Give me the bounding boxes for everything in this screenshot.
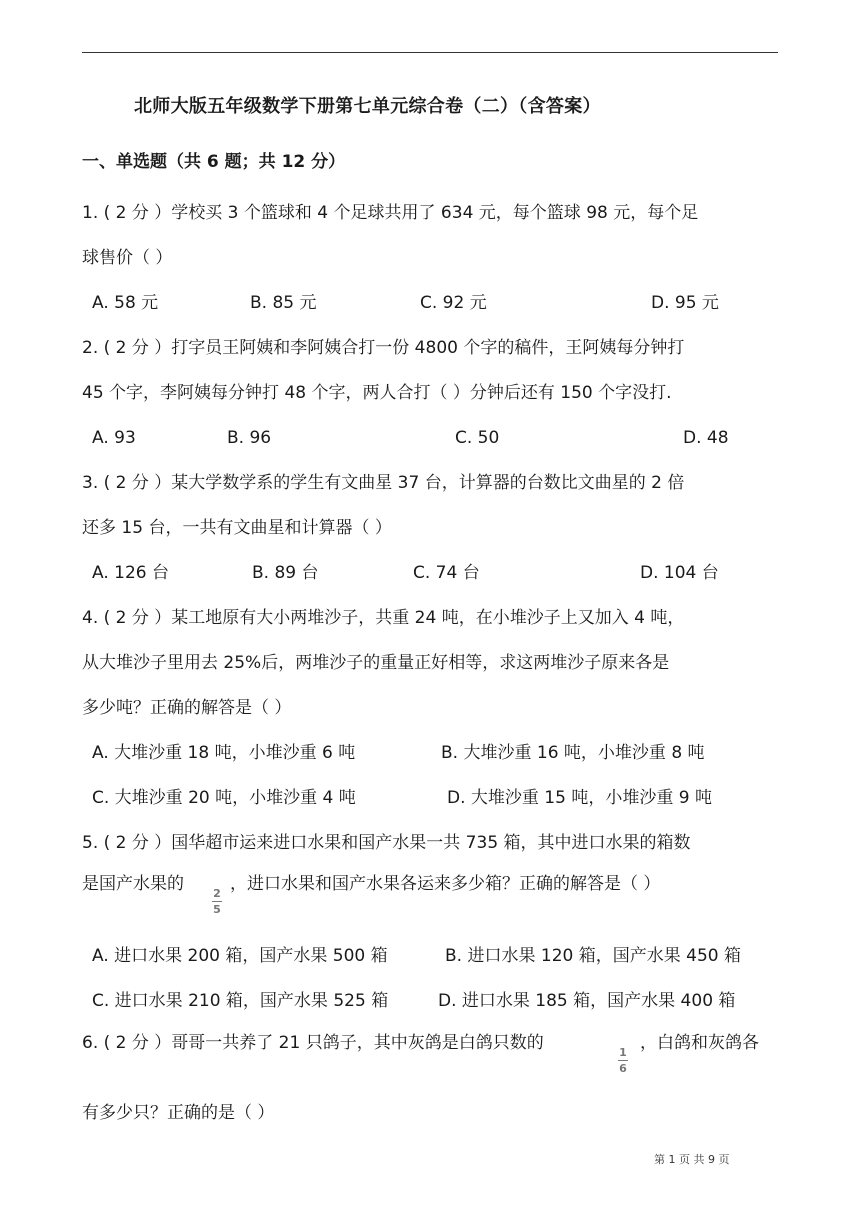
fraction-bar [618, 1060, 628, 1061]
document-title: 北师大版五年级数学下册第七单元综合卷（二）（含答案） [134, 96, 601, 117]
question-2-line-1: 2. ( 2 分 ）打字员王阿姨和李阿姨合打一份 4800 个字的稿件，王阿姨每分钟打 [82, 338, 685, 358]
question-4-line-1: 4. ( 2 分 ）某工地原有大小两堆沙子，共重 24 吨，在小堆沙子上又加入 4 吨， [82, 608, 685, 628]
question-6-fraction [617, 1046, 629, 1075]
question-6-fraction-numerator: 1 [619, 1046, 627, 1059]
question-3-option-a: A. 126 台 [92, 563, 169, 583]
question-2-option-b: B. 96 [227, 428, 272, 448]
question-2-option-a: A. 93 [92, 428, 136, 448]
question-6-line-1b: ，白鸽和灰鸽各 [640, 1033, 759, 1053]
question-2-option-c: C. 50 [455, 428, 500, 448]
question-4-option-d: D. 大堆沙重 15 吨，小堆沙重 9 吨 [447, 788, 712, 808]
question-4-line-3: 多少吨？正确的解答是（ ） [82, 698, 292, 718]
question-2-option-d: D. 48 [683, 428, 729, 448]
question-5-fraction-denominator: 5 [213, 903, 221, 916]
question-1-option-c: C. 92 元 [420, 293, 487, 313]
question-5-option-a: A. 进口水果 200 箱，国产水果 500 箱 [92, 946, 388, 966]
question-3-line-2: 还多 15 台，一共有文曲星和计算器（ ） [82, 518, 392, 538]
question-1-option-d: D. 95 元 [651, 293, 719, 313]
question-6-line-2: 有多少只？正确的是（ ） [82, 1103, 275, 1123]
question-2-line-2: 45 个字，李阿姨每分钟打 48 个字，两人合打（ ）分钟后还有 150 个字没打. [82, 383, 672, 403]
header-rule [82, 52, 778, 53]
question-1-line-2: 球售价（ ） [82, 248, 173, 268]
question-5-option-d: D. 进口水果 185 箱，国产水果 400 箱 [438, 991, 736, 1011]
question-1-line-1: 1. ( 2 分 ）学校买 3 个篮球和 4 个足球共用了 634 元，每个篮球 98 元，每个足 [82, 203, 699, 223]
question-3-option-c: C. 74 台 [413, 563, 480, 583]
fraction-bar [212, 901, 222, 902]
question-5-option-c: C. 进口水果 210 箱，国产水果 525 箱 [92, 991, 389, 1011]
question-5-option-b: B. 进口水果 120 箱，国产水果 450 箱 [445, 946, 741, 966]
question-5-fraction-numerator: 2 [213, 887, 221, 900]
question-3-option-b: B. 89 台 [252, 563, 319, 583]
question-4-line-2: 从大堆沙子里用去 25%后，两堆沙子的重量正好相等，求这两堆沙子原来各是 [82, 653, 670, 673]
question-5-line-1: 5. ( 2 分 ）国华超市运来进口水果和国产水果一共 735 箱，其中进口水果的箱数 [82, 833, 691, 853]
question-4-option-b: B. 大堆沙重 16 吨，小堆沙重 8 吨 [441, 743, 705, 763]
question-4-option-c: C. 大堆沙重 20 吨，小堆沙重 4 吨 [92, 788, 356, 808]
question-5-line-2b: ，进口水果和国产水果各运来多少箱？正确的解答是（ ） [230, 874, 661, 894]
question-6-line-1a: 6. ( 2 分 ）哥哥一共养了 21 只鸽子，其中灰鸽是白鸽只数的 [82, 1033, 544, 1053]
question-3-line-1: 3. ( 2 分 ）某大学数学系的学生有文曲星 37 台，计算器的台数比文曲星的 2 倍 [82, 473, 685, 493]
question-3-option-d: D. 104 台 [640, 563, 719, 583]
question-4-option-a: A. 大堆沙重 18 吨，小堆沙重 6 吨 [92, 743, 356, 763]
question-1-option-a: A. 58 元 [92, 293, 159, 313]
page-footer: 第 1 页 共 9 页 [654, 1153, 730, 1166]
section-heading: 一、单选题（共 6 题；共 12 分） [82, 152, 346, 172]
question-5-fraction [211, 887, 223, 916]
question-5-line-2a: 是国产水果的 [82, 874, 184, 894]
question-6-fraction-denominator: 6 [619, 1062, 627, 1075]
question-1-option-b: B. 85 元 [250, 293, 317, 313]
